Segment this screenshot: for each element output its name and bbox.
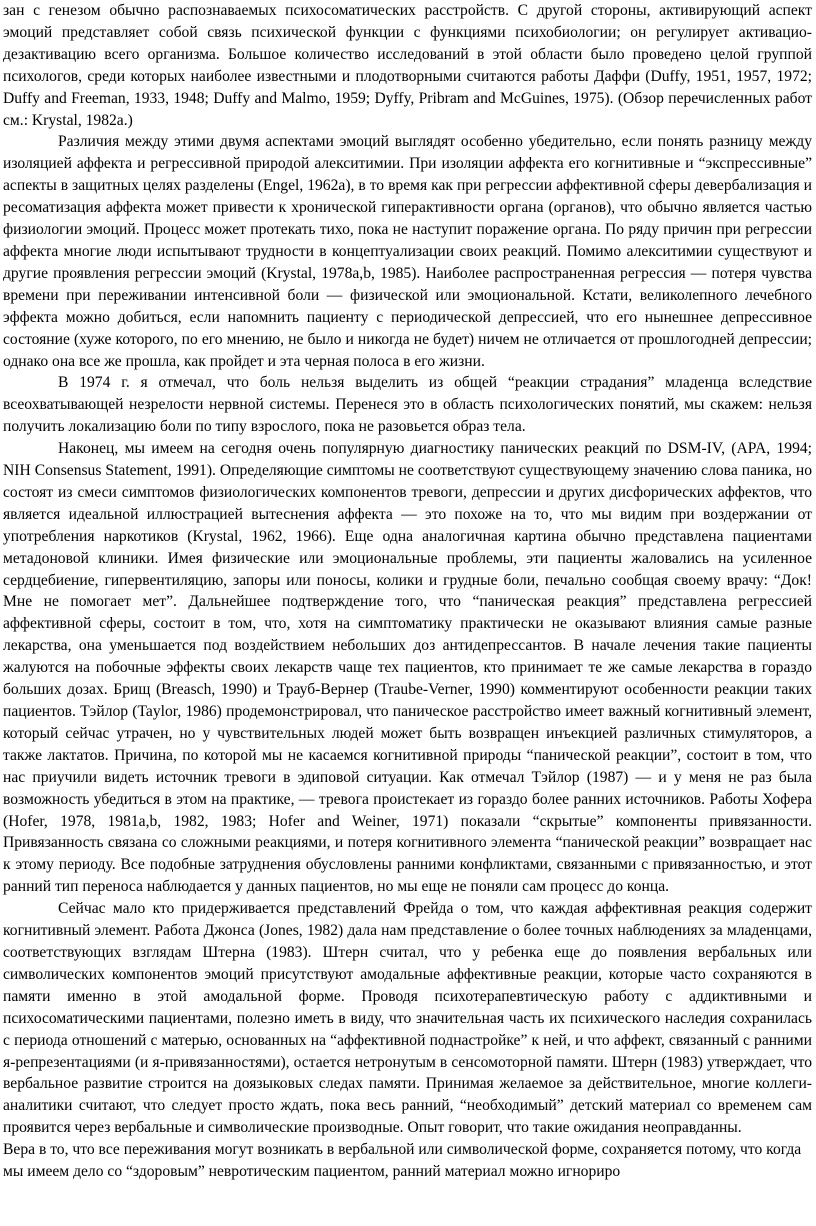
paragraph-1: зан с генезом обычно распознаваемых психосоматических расстройств. С другой стороны, активирующий аспект эмоций представляет собой связь психической функции с функциями психобиологии; он регулирует активацио-дезактивацию всего организма. Большое количество исследований в этой области было проведено целой группой психологов, среди которых наиболее известными и плодотворными считаются работы Даффи (Duffy, 1951, 1957, 1972; Duffy and Freeman, 1933, 1948; Duffy and Malmo, 1959; Dyffy, Pribram and McGuines, 1975). (Обзор перечисленных работ см.: Krystal, 1982a.) <box>3 2 812 129</box>
paragraph-5: Сейчас мало кто придерживается представлений Фрейда о том, что каждая аффективная реакция содержит когнитивный элемент. Работа Джонса (Jones, 1982) дала нам представление о более точных наблюдениях за младенцами, соответствующих взглядам Штерна (1983). Штерн считал, что у ребенка еще до появления вербальных или символических компонентов эмоций присутствуют амодальные аффективные реакции, которые часто сохраняются в памяти именно в этой амодальной форме. Проводя психотерапевтическую работу с аддиктивными и психосоматическими пациентами, полезно иметь в виду, что значительная часть их психического наследия сохранилась с периода отношений с матерью, основанных на “аффективной поднастройке” к ней, и что аффект, связанный с ранними я-репрезентациями (и я-привязанностями), остается нетронутым в сенсомоторной памяти. Штерн (1983) утверждает, что вербальное развитие строится на доязыковых следах памяти. Принимая желаемое за действительное, многие коллеги-аналитики считают, что следует просто ждать, пока весь ранний, “необходимый” детский материал со временем сам проявится через вербальные и символические производные. Опыт говорит, что такие ожидания неоправданны. <box>3 900 812 1137</box>
paragraph-2: Различия между этими двумя аспектами эмоций выглядят особенно убедительно, если понять разницу между изоляцией аффекта и регрессивной природой алекситимии. При изоляции аффекта его когнитивные и “экспрессивные” аспекты в защитных целях разделены (Engel, 1962a), в то время как при регрессии аффективной сферы девербализация и ресоматизация аффекта может привести к хронической гиперактивности органа (органов), что обычно является частью физиологии эмоций. Процесс может протекать тихо, пока не наступит поражение органа. По ряду причин при регрессии аффекта многие люди испытывают трудности в концептуализации своих реакций. Помимо алекситимии существуют и другие проявления регрессии эмоций (Krystal, 1978a,b, 1985). Наиболее распространенная регрессия — потеря чувства времени при переживании интенсивной боли — физической или эмоциональной. Кстати, великолепного лечебного эффекта можно добиться, если напомнить пациенту с периодической депрессией, что его нынешнее депрессивное состояние (хуже которого, по его мнению, не было и никогда не будет) ничем не отличается от прошлогодней депрессии; однако она все же прошла, как пройдет и эта черная полоса в его жизни. <box>3 133 812 370</box>
paragraph-6: Вера в то, что все переживания могут возникать в вербальной или символической форме, сохраняется потому, что когда мы имеем дело со “здоровым” невротическим пациентом, ранний материал можно игнориро <box>3 1141 802 1181</box>
paragraph-4: Наконец, мы имеем на сегодня очень популярную диагностику панических реакций по DSM-IV, (APA, 1994; NIH Consensus Statement, 1991). Определяющие симптомы не соответствуют существующему значению слова паника, но состоят из смеси симптомов физиологических компонентов тревоги, депрессии и других дисфорических аффектов, что является идеальной иллюстрацией вытеснения аффекта — это похоже на то, что мы видим при воздержании от употребления наркотиков (Krystal, 1962, 1966). Еще одна аналогичная картина обычно представлена пациентами метадоновой клиники. Имея физические или эмоциональные проблемы, эти пациенты жаловались на усиленное сердцебиение, гипервентиляцию, запоры или поносы, колики и грудные боли, печально сообщая своему врачу: “Док! Мне не помогает мет”. Дальнейшее подтверждение того, что “паническая реакция” представлена регрессией аффективной сферы, состоит в том, что, хотя на симптоматику практически не оказывают влияния самые разные лекарства, она уменьшается под воздействием небольших доз антидепрессантов. В начале лечения такие пациенты жалуются на побочные эффекты своих лекарств чаще тех пациентов, кто принимает те же самые лекарства в гораздо больших дозах. Брищ (Breasch, 1990) и Трауб-Вернер (Traube-Verner, 1990) комментируют особенности реакции таких пациентов. Тэйлор (Taylor, 1986) продемонстрировал, что паническое расстройство имеет важный когнитивный элемент, который сейчас утрачен, но у чувствительных людей может быть возвращен инъекцией различных стимуляторов, а также лактатов. Причина, по которой мы не касаемся когнитивной природы “панической реакции”, состоит в том, что нас приучили видеть источник тревоги в эдиповой ситуации. Как отмечал Тэйлор (1987) — и у меня не раз была возможность убедиться в этом на практике, — тревога проистекает из гораздо более ранних источников. Работы Хофера (Hofer, 1978, 1981a,b, 1982, 1983; Hofer and Weiner, 1971) показали “скрытые” компоненты привязанности. Привязанность связана со сложными реакциями, и потеря когнитивного элемента “панической реакции” возвращает нас к этому периоду. Все подобные затруднения обусловлены ранними конфликтами, связанными с привязанностью, и этот ранний тип переноса наблюдается у данных пациентов, но мы еще не поняли сам процесс до конца. <box>3 440 812 896</box>
paragraph-3: В 1974 г. я отмечал, что боль нельзя выделить из общей “реакции страдания” младенца вследствие всеохватывающей незрелости нервной системы. Перенеся это в область психологических понятий, мы скажем: нельзя получить локализацию боли по типу взрослого, пока не разовьется образ тела. <box>3 374 812 436</box>
